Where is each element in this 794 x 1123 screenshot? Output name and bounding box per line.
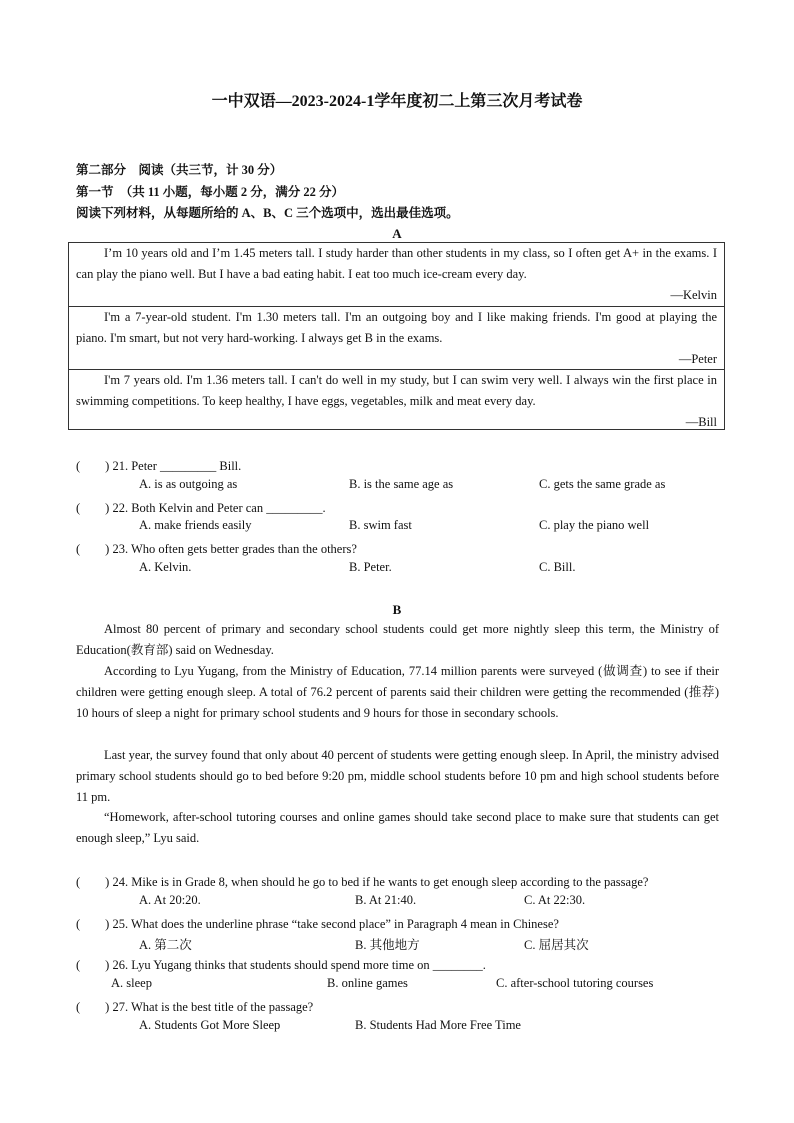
- paragraph-3: Last year, the survey found that only about 40 percent of students were getting enough sleep. In April, the ministry advised primary school students should go to bed before 9:20 pm, middle school students before 10 pm and high school students before 11 pm.: [76, 748, 719, 804]
- paragraph-2: According to Lyu Yugang, from the Ministry of Education, 77.14 million parents were surveyed (做调查) to see if their children were getting enough sleep. A total of 76.2 percent of parents said their children were getting the recommended (推荐) 10 hours of sleep a night for primary school students and 9 hours for those in secondary schools.: [76, 664, 719, 720]
- option-a: A. At 20:20.: [139, 893, 201, 907]
- option-a: A. 第二次: [139, 938, 192, 952]
- question-24: ( ) 24. Mike is in Grade 8, when should he go to bed if he wants to get enough sleep according to the passage?: [76, 875, 649, 889]
- option-b: B. Students Had More Free Time: [355, 1018, 521, 1032]
- instruction-text: 阅读下列材料，从每题所给的 A、B、C 三个选项中，选出最佳选项。: [76, 206, 459, 220]
- passage-b-label: B: [392, 602, 402, 617]
- option-c: C. 屈居其次: [524, 938, 589, 952]
- option-a: A. is as outgoing as: [139, 477, 238, 491]
- entry-text: I'm a 7-year-old student. I'm 1.30 meters tall. I'm an outgoing boy and I like making friends. I'm good at playing the piano. I'm smart, but not very hard-working. I always get B in the exams.: [76, 310, 717, 345]
- question-23: ( ) 23. Who often gets better grades than the others?: [76, 542, 357, 556]
- entry-peter: [69, 306, 724, 369]
- question-21: ( ) 21. Peter _________ Bill.: [76, 459, 242, 473]
- option-a: A. Kelvin.: [139, 560, 192, 574]
- entry-text: I'm 7 years old. I'm 1.36 meters tall. I can't do well in my study, but I can swim very well. I always win the first place in swimming competitions. To keep healthy, I have eggs, vegetables, milk and meat every day.: [76, 373, 717, 408]
- question-25: ( ) 25. What does the underline phrase “take second place” in Paragraph 4 mean in Chinese?: [76, 917, 559, 931]
- option-b: B. online games: [327, 976, 408, 990]
- entry-signature: —Bill: [685, 415, 717, 429]
- entry-kelvin: [69, 243, 724, 306]
- option-a: A. Students Got More Sleep: [139, 1018, 281, 1032]
- option-c: C. after-school tutoring courses: [496, 976, 654, 990]
- part-heading: 第二部分 阅读（共三节，计 30 分）: [76, 163, 283, 177]
- section-heading: 第一节 （共 11 小题，每小题 2 分，满分 22 分）: [76, 185, 345, 199]
- option-c: C. At 22:30.: [524, 893, 586, 907]
- option-c: C. play the piano well: [539, 518, 650, 532]
- entry-bill: [69, 369, 724, 431]
- passage-a-table: [68, 242, 725, 430]
- option-b: B. swim fast: [349, 518, 412, 532]
- option-c: C. gets the same grade as: [539, 477, 666, 491]
- passage-a-label: A: [392, 226, 402, 241]
- option-c: C. Bill.: [539, 560, 576, 574]
- paragraph-4: “Homework, after-school tutoring courses and online games should take second place to make sure that students can get enough sleep,” Lyu said.: [76, 810, 719, 845]
- option-b: B. Peter.: [349, 560, 392, 574]
- paragraph-1: Almost 80 percent of primary and secondary school students could get more nightly sleep this term, the Ministry of Education(教育部) said on Wednesday.: [76, 622, 719, 657]
- question-26: ( ) 26. Lyu Yugang thinks that students should spend more time on ________.: [76, 958, 486, 972]
- option-b: B. is the same age as: [349, 477, 454, 491]
- entry-text: I’m 10 years old and I’m 1.45 meters tall. I study harder than other students in my class, so I often get A+ in the exams. I can play the piano well. But I have a bad eating habit. I eat too much ice-cream every day.: [76, 246, 717, 281]
- entry-signature: —Peter: [678, 352, 717, 366]
- question-27: ( ) 27. What is the best title of the passage?: [76, 1000, 314, 1014]
- entry-signature: —Kelvin: [670, 288, 717, 302]
- page-title: 一中双语—2023-2024-1学年度初二上第三次月考试卷: [211, 93, 583, 110]
- option-b: B. 其他地方: [355, 938, 420, 952]
- option-a: A. sleep: [111, 976, 152, 990]
- option-a: A. make friends easily: [139, 518, 252, 532]
- option-b: B. At 21:40.: [355, 893, 417, 907]
- question-22: ( ) 22. Both Kelvin and Peter can _________.: [76, 501, 326, 515]
